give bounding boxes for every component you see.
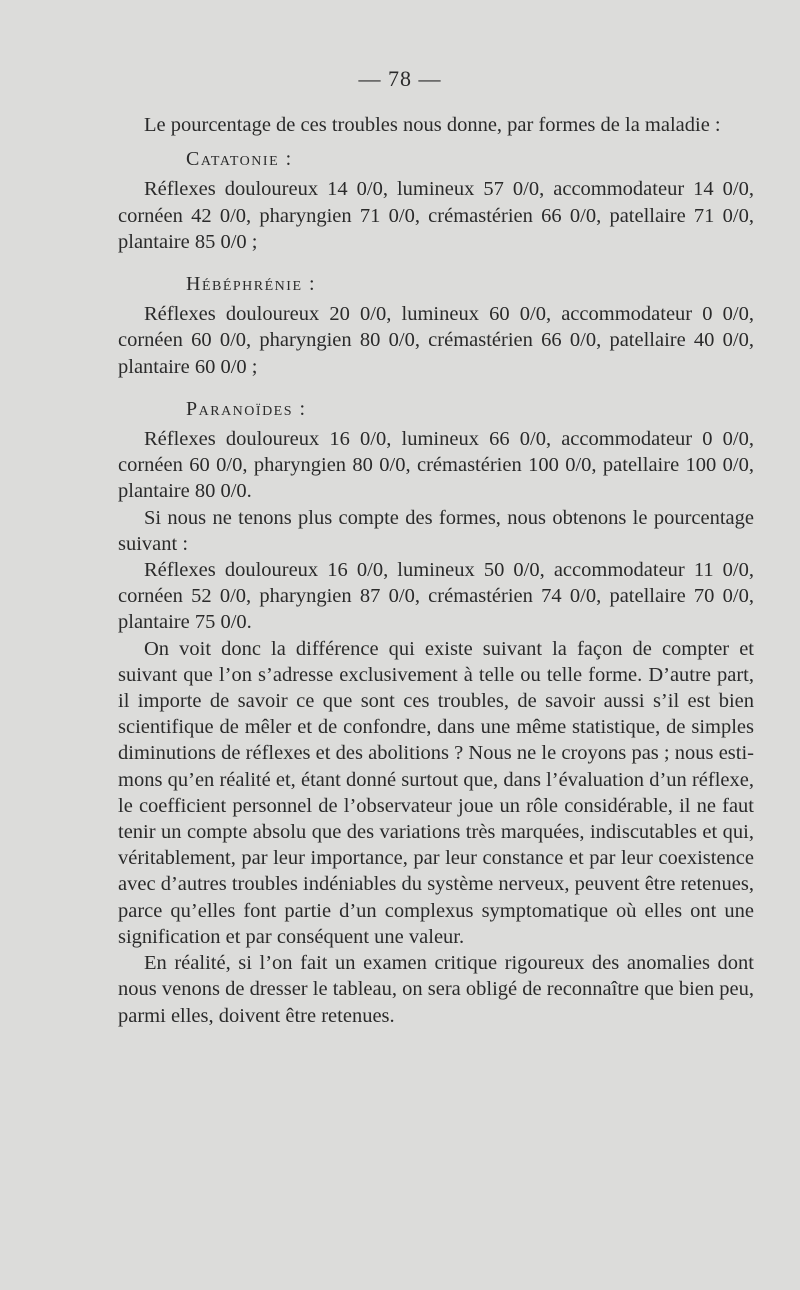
page-body bbox=[118, 112, 754, 1029]
paragraph-discussion: On voit donc la différence qui existe suivant la façon de compter et suivant que l’on s’adresse exclusivement à telle ou telle forme. D’autre part, il importe de savoir ce que sont ces troubles, de savoir aussi s’il est bien scientifique de mêler et de confondre, dans une même statistique, de simples diminutions de réflexes et des abolitions ? Nous ne le croyons pas ; nous estimons qu’en réalité et, étant donné surtout que, dans l’évaluation d’un réflexe, le coefficient personnel de l’observateur joue un rôle considérable, il ne faut tenir un compte absolu que des variations très marquées, indiscutables et qui, véritablement, par leur importance, par leur constance et par leur coexistence avec d’autres troubles indéniables du système nerveux, peuvent être retenues, parce qu’elles font partie d’un complexus symptomatique où elles ont une signification et par conséquent une valeur. bbox=[118, 637, 754, 948]
paragraph-conclusion: En réalité, si l’on fait un examen critique rigoureux des anomalies dont nous venons de dresser le tableau, on sera obligé de reconnaître que bien peu, parmi elles, doivent être retenues. bbox=[118, 952, 754, 1027]
intro-paragraph: Le pourcentage de ces troubles nous donne, par formes de la maladie : bbox=[144, 114, 721, 136]
page-number: — 78 — bbox=[358, 66, 442, 91]
spacer bbox=[118, 380, 754, 388]
section-heading-catatonie: Catatonie : bbox=[186, 148, 293, 171]
section-text-paranoides: Réflexes douloureux 16 0/0, lumineux 66 0/0, accommodateur 0 0/0, cornéen 60 0/0, pharyngien 80 0/0, crémastérien 100 0/0, patellaire 100 0/0, plantaire 80 0/0. bbox=[118, 428, 754, 503]
paragraph-summary-intro: Si nous ne tenons plus compte des formes, nous obtenons le pourcentage suivant : bbox=[118, 506, 754, 555]
paragraph-summary-values: Réflexes douloureux 16 0/0, lumineux 50 0/0, accommodateur 11 0/0, cornéen 52 0/0, pharyngien 87 0/0, crémastérien 74 0/0, patellaire 70 0/0, plantaire 75 0/0. bbox=[118, 559, 754, 634]
section-heading-hebephrenie: Hébéphrénie : bbox=[186, 273, 317, 296]
spacer bbox=[118, 255, 754, 263]
section-text-catatonie: Réflexes douloureux 14 0/0, lumineux 57 0/0, accommodateur 14 0/0, cornéen 42 0/0, pharyngien 71 0/0, crémastérien 66 0/0, patellaire 71 0/0, plantaire 85 0/0 ; bbox=[118, 178, 754, 253]
section-heading-paranoides: Paranoïdes : bbox=[186, 397, 307, 420]
section-text-hebephrenie: Réflexes douloureux 20 0/0, lumineux 60 0/0, accommodateur 0 0/0, cornéen 60 0/0, pharyngien 80 0/0, crémastérien 66 0/0, patellaire 40 0/0, plantaire 60 0/0 ; bbox=[118, 303, 754, 378]
